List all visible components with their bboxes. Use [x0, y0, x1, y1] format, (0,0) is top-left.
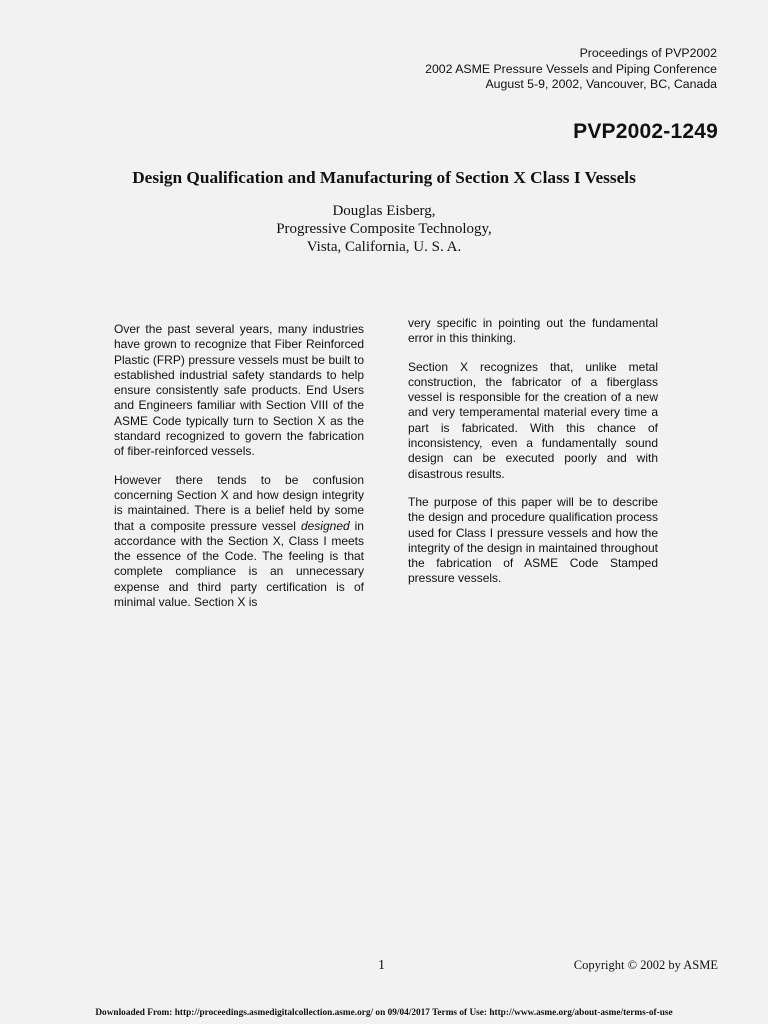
paragraph: Section X recognizes that, unlike metal construction, the fabricator of a fiberglass vessel is responsible for the creation of a new and very temperamental material every time a part is fabricated. With this chance of inconsistency, even a fundamentally sound design can be executed poorly and with disastrous results.	[408, 359, 658, 481]
author-location: Vista, California, U. S. A.	[306, 239, 462, 255]
author-block	[0, 202, 768, 256]
paragraph-text: However there tends to be confusion concerning Section X and how design integrity is maintained. There is a belief held by some that a composite pressure vessel	[114, 472, 364, 533]
paragraph-text: in accordance with the Section X, Class I meets the essence of the Code. The feeling is that complete compliance is an unnecessary expense and third party certification is of minimal value. Section X is	[114, 518, 364, 610]
conference-line: 2002 ASME Pressure Vessels and Piping Conference	[425, 61, 717, 76]
author-name: Douglas Eisberg,	[332, 203, 436, 219]
paragraph	[114, 473, 364, 611]
paper-title: Design Qualification and Manufacturing of Section X Class I Vessels	[132, 168, 636, 187]
proceedings-line: Proceedings of PVP2002	[579, 46, 717, 60]
paragraph: The purpose of this paper will be to describe the design and procedure qualification process used for Class I pressure vessels and how the integrity of the design in maintained throughout the fabrication of ASME Code Stamped pressure vessels.	[408, 494, 658, 586]
proceedings-header	[425, 46, 717, 93]
paragraph: Over the past several years, many industries have grown to recognize that Fiber Reinforced Plastic (FRP) pressure vessels must be built to established industrial safety standards to help ensure consistently safe products. End Users and Engineers familiar with Section VIII of the ASME Code typically turn to Section X as the standard recognized to govern the fabrication of fiber-reinforced vessels.	[114, 322, 364, 459]
paper-number: PVP2002-1249	[573, 120, 718, 143]
page-number: 1	[378, 958, 385, 973]
right-column	[408, 316, 658, 600]
emphasis-text: designed	[300, 518, 350, 533]
download-footer: Downloaded From: http://proceedings.asmedigitalcollection.asme.org/ on 09/04/2017 Terms of Use: http://www.asme.org/about-asme/terms-of-use	[95, 1008, 673, 1018]
paragraph: very specific in pointing out the fundamental error in this thinking.	[408, 316, 658, 346]
author-affiliation: Progressive Composite Technology,	[276, 221, 492, 237]
conference-date-line: August 5-9, 2002, Vancouver, BC, Canada	[485, 77, 717, 91]
left-column	[114, 322, 364, 623]
copyright-notice: Copyright © 2002 by ASME	[573, 958, 718, 972]
